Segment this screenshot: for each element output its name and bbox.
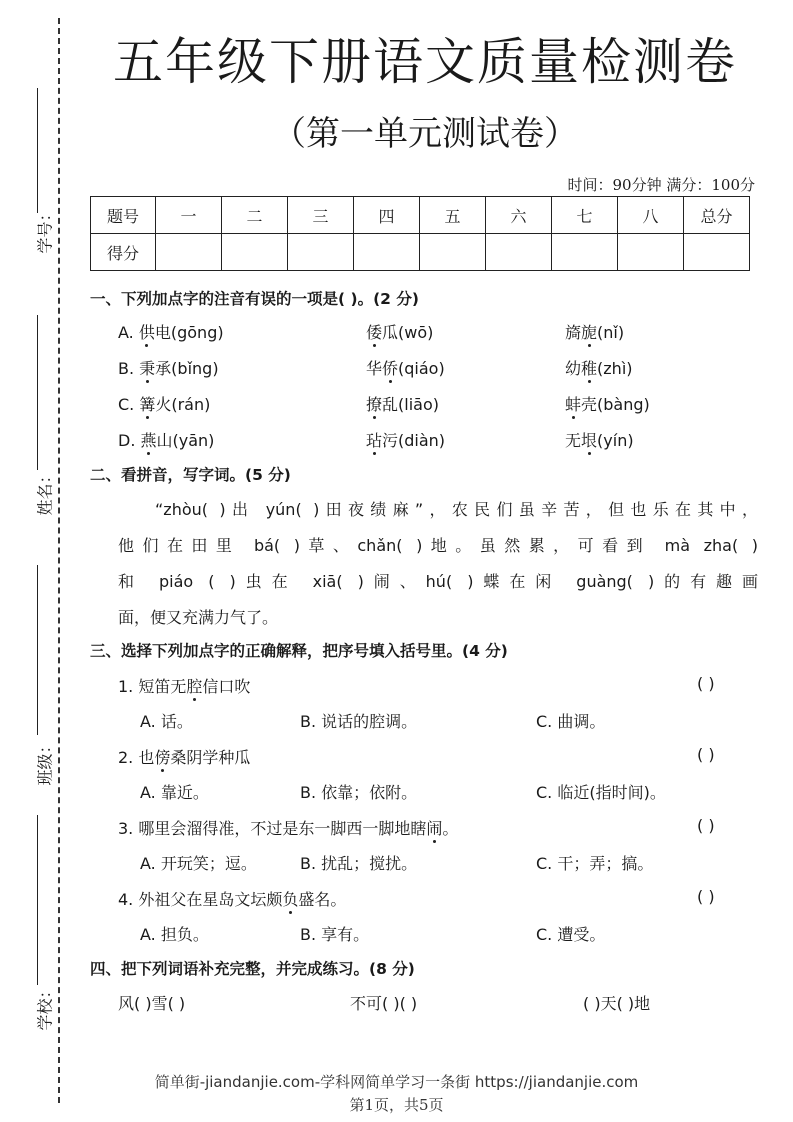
choice-option: B. 扰乱；搅扰。 (300, 854, 418, 873)
header-cell: 五 (420, 197, 486, 234)
name-label: 姓名： (35, 467, 55, 516)
text-before: D. (118, 431, 141, 450)
dotted-character: 撩 (366, 395, 383, 414)
dotted-character: 篝 (139, 395, 156, 414)
text-before: B. (118, 359, 140, 378)
header-cell: 八 (618, 197, 684, 234)
choice-option: C. 临近(指时间)。 (536, 783, 666, 802)
score-cell[interactable] (486, 234, 552, 271)
header-cell: 七 (552, 197, 618, 234)
text-before: 1. 短笛无 (118, 677, 187, 696)
score-table (90, 196, 750, 271)
option-item (366, 428, 445, 451)
dotted-character: 玷 (366, 431, 383, 450)
text-before: 旖 (565, 323, 582, 342)
dotted-character: 供 (138, 323, 155, 342)
dotted-character: 闹 (426, 819, 443, 838)
option-item (565, 428, 634, 451)
choice-option: C. 曲调。 (536, 712, 606, 731)
header-cell: 四 (354, 197, 420, 234)
fill-in-idiom: 不可( )( ) (350, 994, 418, 1013)
score-cell[interactable] (684, 234, 750, 271)
section-3-heading: 三、选择下列加点字的正确解释，把序号填入括号里。(4 分) (90, 642, 508, 660)
option-item (118, 392, 210, 415)
text-before: 幼 (565, 359, 582, 378)
dotted-character: 负 (282, 890, 299, 909)
student-id-label: 学号： (35, 205, 55, 254)
score-table-header-row (91, 197, 750, 234)
question-text (118, 674, 250, 697)
text-after: 壳(bàng) (581, 395, 650, 414)
text-after: 山(yān) (156, 431, 215, 450)
text-after: 盛名。 (298, 890, 347, 909)
dotted-character: 侨 (382, 359, 399, 378)
choice-option: A. 靠近。 (140, 783, 209, 802)
text-after: 信口吹 (202, 677, 251, 696)
dotted-character: 垠 (581, 431, 598, 450)
passage-line: “zhòu( )出 yún( )田夜绩麻”，农民们虽辛苦，但也乐在其中， (155, 500, 758, 519)
text-after: 电(gōng) (154, 323, 224, 342)
text-after: 承(bǐng) (155, 359, 219, 378)
header-cell: 题号 (91, 197, 156, 234)
text-after: (zhì) (597, 359, 633, 378)
text-after: (yín) (597, 431, 634, 450)
dotted-character: 燕 (140, 431, 157, 450)
score-cell[interactable] (618, 234, 684, 271)
dotted-character: 旎 (581, 323, 598, 342)
answer-parentheses: ( ) (697, 745, 715, 764)
text-before: C. (118, 395, 140, 414)
score-cell[interactable] (420, 234, 486, 271)
text-before: 3. 哪里会溜得准，不过是东一脚西一脚地瞎 (118, 819, 427, 838)
header-cell: 一 (156, 197, 222, 234)
choice-option: A. 担负。 (140, 925, 209, 944)
class-line (37, 565, 38, 735)
option-item (366, 392, 439, 415)
dotted-character: 蚌 (565, 395, 582, 414)
fill-in-idiom: ( )天( )地 (583, 994, 651, 1013)
choice-option: B. 说话的腔调。 (300, 712, 418, 731)
question-text (118, 887, 346, 910)
school-line (37, 815, 38, 985)
option-item (118, 356, 219, 379)
passage-line: 面，便又充满力气了。 (118, 608, 279, 627)
page-number: 第1页，共5页 (349, 1096, 444, 1114)
choice-option: C. 遭受。 (536, 925, 606, 944)
score-cell[interactable] (354, 234, 420, 271)
option-item (366, 320, 433, 343)
choice-option: A. 开玩笑；逗。 (140, 854, 257, 873)
text-after: 桑阴学种瓜 (170, 748, 251, 767)
page-subtitle: （第一单元测试卷） (272, 114, 578, 154)
dotted-character: 傍 (154, 748, 171, 767)
watermark-text: 简单街-jiandanjie.com-学科网简单学习一条街 https://jiandanjie.com (154, 1073, 639, 1091)
choice-option: C. 干；弄；搞。 (536, 854, 654, 873)
dotted-character: 稚 (581, 359, 598, 378)
option-item (565, 320, 624, 343)
text-after: 火(rán) (155, 395, 211, 414)
section-1-heading: 一、下列加点字的注音有误的一项是( )。(2 分) (90, 290, 419, 308)
text-before: 无 (565, 431, 582, 450)
text-after: 瓜(wō) (382, 323, 434, 342)
option-item (565, 392, 650, 415)
option-item (118, 428, 214, 451)
score-cell[interactable] (288, 234, 354, 271)
header-cell: 三 (288, 197, 354, 234)
choice-option: A. 话。 (140, 712, 193, 731)
time-score-info: 时间：90分钟 满分：100分 (567, 176, 755, 194)
score-cell[interactable] (552, 234, 618, 271)
text-before: 4. 外祖父在星岛文坛颇 (118, 890, 283, 909)
question-text (118, 816, 458, 839)
text-before: 华 (366, 359, 383, 378)
option-item (565, 356, 633, 379)
fill-in-idiom: 风( )雪( ) (118, 994, 186, 1013)
binding-dashed-line (58, 18, 60, 1103)
score-cell[interactable] (222, 234, 288, 271)
header-cell: 二 (222, 197, 288, 234)
dotted-character: 秉 (139, 359, 156, 378)
section-4-heading: 四、把下列词语补充完整，并完成练习。(8 分) (90, 960, 415, 978)
answer-parentheses: ( ) (697, 816, 715, 835)
header-cell: 总分 (684, 197, 750, 234)
school-label: 学校： (35, 982, 55, 1031)
text-before: 2. 也 (118, 748, 155, 767)
header-cell: 六 (486, 197, 552, 234)
text-after: 。 (442, 819, 459, 838)
page-title: 五年级下册语文质量检测卷 (113, 33, 737, 91)
choice-option: B. 享有。 (300, 925, 370, 944)
name-line (37, 315, 38, 470)
passage-line: 和 piáo ( )虫在 xiā( )闹、hú( )蝶在闲 guàng( )的有趣画 (118, 572, 758, 591)
section-2-heading: 二、看拼音，写字词。(5 分) (90, 466, 291, 484)
score-table-score-row (91, 234, 750, 271)
option-item (118, 320, 224, 343)
dotted-character: 倭 (366, 323, 383, 342)
text-after: (nǐ) (597, 323, 625, 342)
class-label: 班级： (35, 737, 55, 786)
answer-parentheses: ( ) (697, 887, 715, 906)
text-before: A. (118, 323, 139, 342)
dotted-character: 腔 (186, 677, 203, 696)
option-item (366, 356, 445, 379)
score-cell[interactable] (156, 234, 222, 271)
row-label: 得分 (91, 234, 156, 271)
text-after: 乱(liāo) (382, 395, 439, 414)
text-after: 污(diàn) (382, 431, 446, 450)
choice-option: B. 依靠；依附。 (300, 783, 418, 802)
passage-line: 他们在田里 bá( )草、chǎn( )地。虽然累，可看到 mà zha( ) (118, 536, 758, 555)
question-text (118, 745, 250, 768)
text-after: (qiáo) (398, 359, 445, 378)
answer-parentheses: ( ) (697, 674, 715, 693)
